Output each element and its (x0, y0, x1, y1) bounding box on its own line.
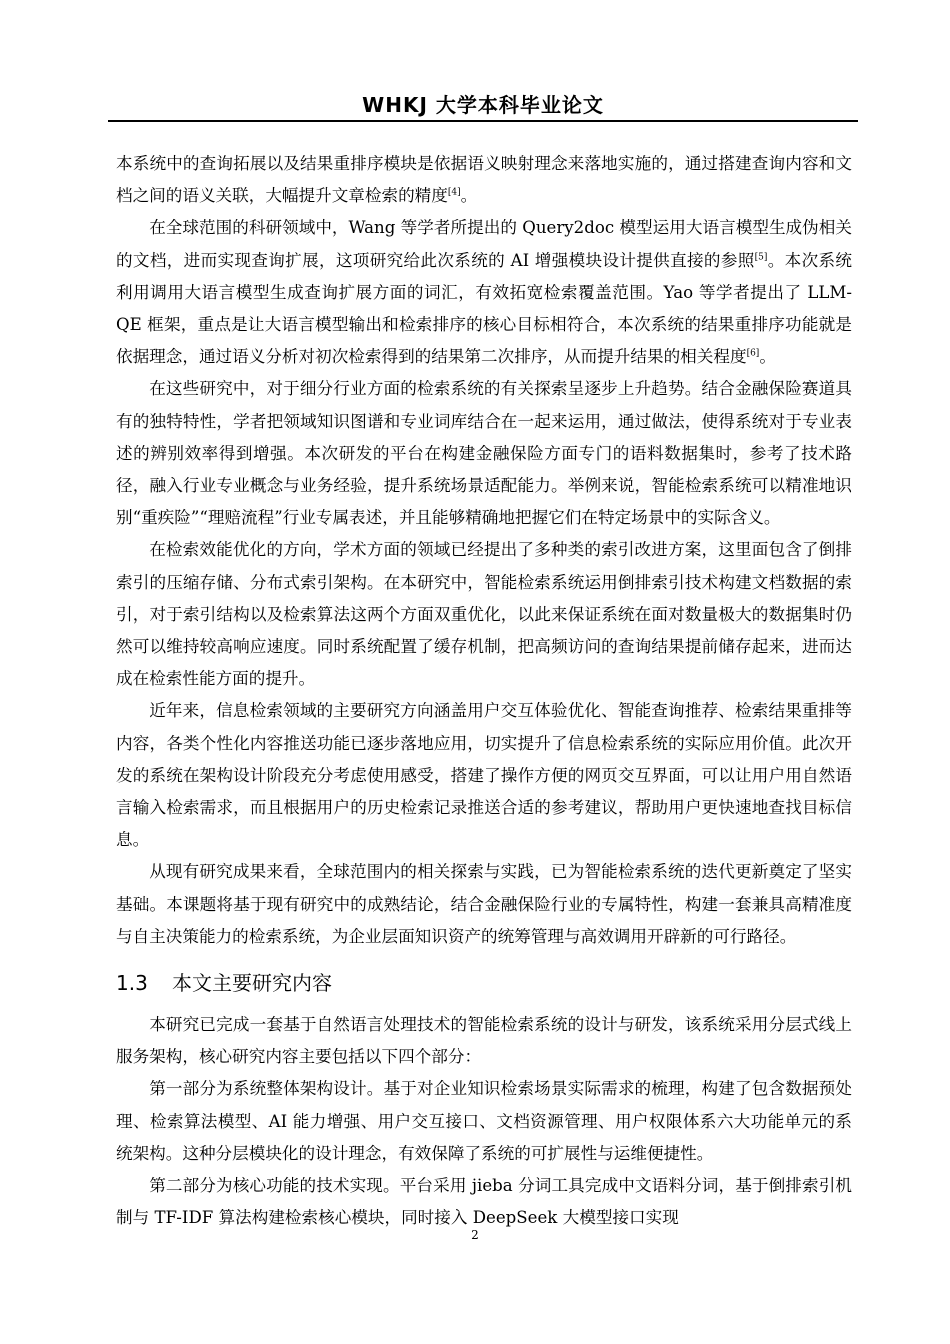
paragraph-part-two: 第二部分为核心功能的技术实现。平台采用 jieba 分词工具完成中文语料分词，基于倒排索引机制与 TF-IDF 算法构建检索核心模块，同时接入 DeepSeek 大模型接口实现 (116, 1176, 852, 1228)
section-title: 本文主要研究内容 (172, 971, 332, 996)
section-heading (116, 967, 852, 999)
paragraph-summary: 从现有研究成果来看，全球范围内的相关探索与实践，已为智能检索系统的迭代更新奠定了坚实基础。本课题将基于现有研究中的成熟结论，结合金融保险行业的专属特性，构建一套兼具高精准度与自主决策能力的检索系统，为企业层面知识资产的统筹管理与高效调用开辟新的可行路径。 (116, 862, 852, 946)
paragraph-semantic-mapping: 本系统中的查询拓展以及结果重排序模块是依据语义映射理念来落地实施的，通过搭建查询内容和文档之间的语义关联，大幅提升文章检索的精度[4]。 (116, 154, 852, 206)
thesis-header-title: WHKJ 大学本科毕业论文 (362, 93, 604, 117)
body-text (116, 148, 852, 1235)
citation: [4] (447, 187, 461, 198)
paragraph-industry-systems: 在这些研究中，对于细分行业方面的检索系统的有关探索呈逐步上升趋势。结合金融保险赛道具有的独特特性，学者把领域知识图谱和专业词库结合在一起来运用，通过做法，使得系统对于专业表述的辨别效率得到增强。本次研发的平台在构建金融保险方面专门的语料数据集时，参考了技术路径，融入行业专业概念与业务经验，提升系统场景适配能力。举例来说，智能检索系统可以精准地识别“重疾险”“理赔流程”行业专属表述，并且能够精确地把握它们在特定场景中的实际含义。 (116, 379, 852, 528)
paragraph-user-experience: 近年来，信息检索领域的主要研究方向涵盖用户交互体验优化、智能查询推荐、检索结果重排等内容，各类个性化内容推送功能已逐步落地应用，切实提升了信息检索系统的实际应用价值。此次开发的系统在架构设计阶段充分考虑使用感受，搭建了操作方便的网页交互界面，可以让用户用自然语言输入检索需求，而且根据用户的历史检索记录推送合适的参考建议，帮助用户更快速地查找目标信息。 (116, 701, 852, 850)
citation: [5] (754, 252, 768, 263)
paragraph-global-research: 在全球范围的科研领域中，Wang 等学者所提出的 Query2doc 模型运用大语言模型生成伪相关的文档，进而实现查询扩展，这项研究给此次系统的 AI 增强模块设计提供直接的参照[5]。本次系统利用调用大语言模型生成查询扩展方面的词汇，有效拓宽检索覆盖范围。Yao 等学者提出了 LLM-QE 框架，重点是让大语言模型输出和检索排序的核心目标相符合，本次系统的结果重排序功能就是依据理念，通过语义分析对初次检索得到的结果第二次排序，从而提升结果的相关程度[6]。 (116, 218, 852, 367)
paragraph-index-optimization: 在检索效能优化的方向，学术方面的领域已经提出了多种类的索引改进方案，这里面包含了倒排索引的压缩存储、分布式索引架构。在本研究中，智能检索系统运用倒排索引技术构建文档数据的索引，对于索引结构以及检索算法这两个方面双重优化，以此来保证系统在面对数量极大的数据集时仍然可以维持较高响应速度。同时系统配置了缓存机制，把高频访问的查询结果提前储存起来，进而达成在检索性能方面的提升。 (116, 540, 852, 689)
page-number: 2 (471, 1228, 479, 1242)
page-header (108, 92, 858, 118)
paragraph-research-overview: 本研究已完成一套基于自然语言处理技术的智能检索系统的设计与研发，该系统采用分层式线上服务架构，核心研究内容主要包括以下四个部分： (116, 1015, 852, 1067)
header-divider (108, 120, 858, 122)
section-number: 1.3 (116, 971, 148, 996)
paragraph-part-one: 第一部分为系统整体架构设计。基于对企业知识检索场景实际需求的梳理，构建了包含数据预处理、检索算法模型、AI 能力增强、用户交互接口、文档资源管理、用户权限体系六大功能单元的系统架构。这种分层模块化的设计理念，有效保障了系统的可扩展性与运维便捷性。 (116, 1079, 852, 1163)
citation: [6] (746, 348, 760, 359)
